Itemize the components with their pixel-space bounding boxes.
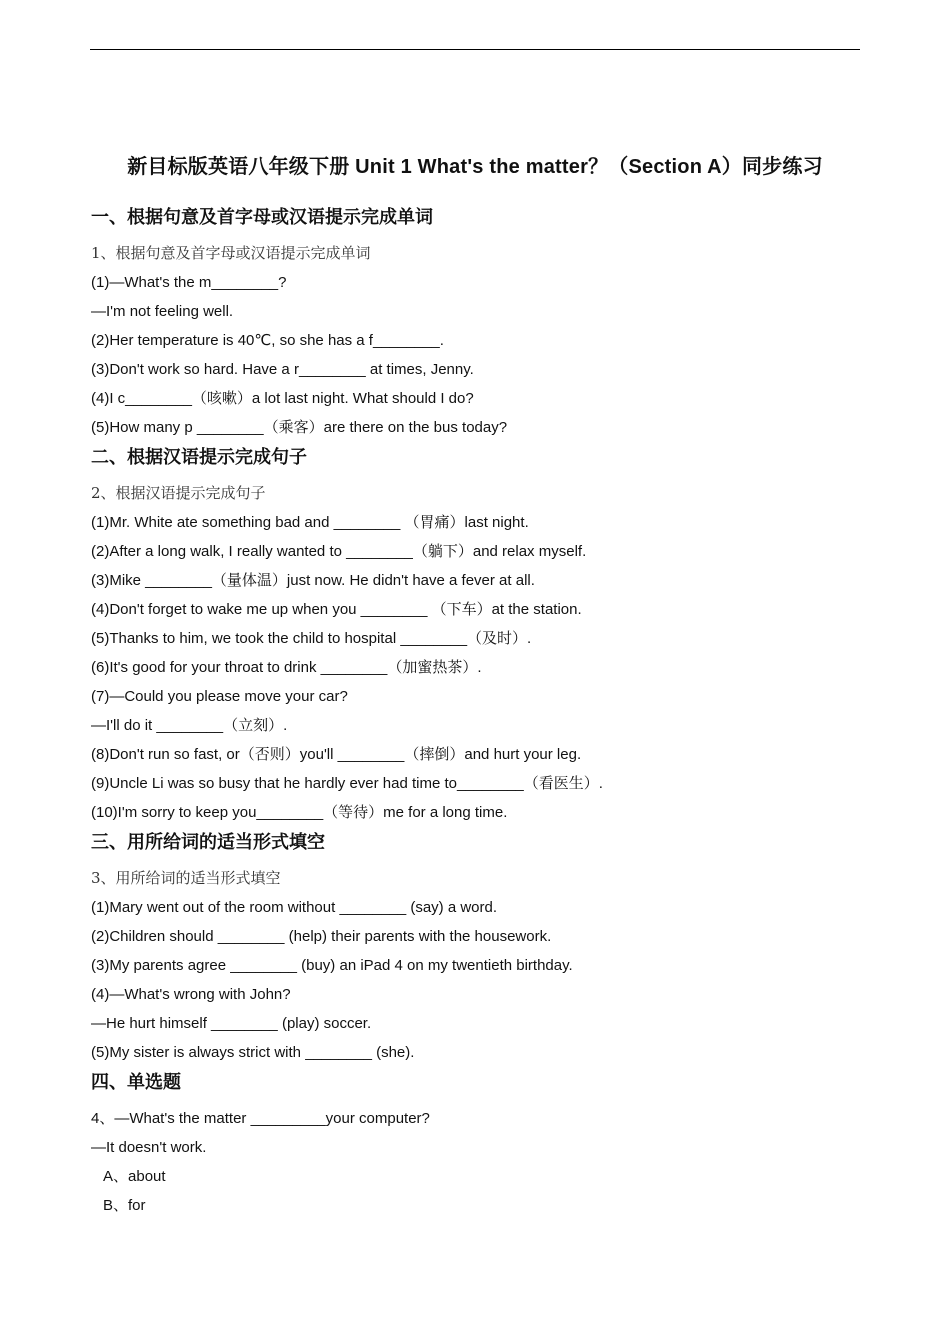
choice-option-b: B、for [103, 1197, 146, 1214]
question-line: (6)It's good for your throat to drink ________（加蜜热茶）. [91, 659, 482, 676]
question-line: —It doesn't work. [91, 1139, 207, 1156]
question-line: (3)Mike ________（量体温）just now. He didn't have a fever at all. [91, 572, 535, 589]
section-4 [91, 1067, 861, 1220]
question-line: (4)Don't forget to wake me up when you ________ （下车）at the station. [91, 601, 582, 618]
question-line: (4)—What's wrong with John? [91, 986, 291, 1003]
worksheet-body [91, 202, 861, 1220]
question-line: —I'm not feeling well. [91, 303, 234, 320]
question-intro: 3、用所给词的适当形式填空 [91, 869, 281, 887]
section-heading: 四、单选题 [91, 1072, 181, 1092]
question-line: (5)Thanks to him, we took the child to hospital ________（及时）. [91, 630, 532, 647]
question-line: (2)After a long walk, I really wanted to ________（躺下）and relax myself. [91, 543, 587, 560]
question-line: (4)I c________（咳嗽）a lot last night. What should I do? [91, 390, 474, 407]
question-line: —I'll do it ________（立刻）. [91, 717, 288, 734]
choice-option-a: A、about [103, 1168, 166, 1185]
question-line: (1)Mary went out of the room without ________ (say) a word. [91, 899, 498, 916]
question-line: (5)How many p ________（乘客）are there on the bus today? [91, 419, 508, 436]
question-line: (2)Children should ________ (help) their parents with the housework. [91, 928, 552, 945]
question-line: (3)Don't work so hard. Have a r________ at times, Jenny. [91, 361, 474, 378]
question-line: (3)My parents agree ________ (buy) an iPad 4 on my twentieth birthday. [91, 957, 573, 974]
question-line: (1)—What's the m________? [91, 274, 287, 291]
section-heading: 二、根据汉语提示完成句子 [91, 447, 307, 467]
question-line: (8)Don't run so fast, or（否则）you'll ________（摔倒）and hurt your leg. [91, 746, 582, 763]
section-3 [91, 827, 861, 1067]
question-line: (7)—Could you please move your car? [91, 688, 348, 705]
section-heading: 一、根据句意及首字母或汉语提示完成单词 [91, 207, 433, 227]
section-2 [91, 442, 861, 827]
question-intro: 4、—What's the matter _________your computer? [91, 1110, 430, 1127]
question-intro: 2、根据汉语提示完成句子 [91, 484, 266, 502]
section-heading: 三、用所给词的适当形式填空 [91, 832, 325, 852]
question-intro: 1、根据句意及首字母或汉语提示完成单词 [91, 244, 371, 262]
question-line: (9)Uncle Li was so busy that he hardly ever had time to________（看医生）. [91, 775, 603, 792]
header-rule [90, 49, 860, 50]
question-line: (1)Mr. White ate something bad and ________ （胃痛）last night. [91, 514, 529, 531]
section-1 [91, 202, 861, 442]
question-line: —He hurt himself ________ (play) soccer. [91, 1015, 372, 1032]
question-line: (10)I'm sorry to keep you________（等待）me for a long time. [91, 804, 508, 821]
question-line: (5)My sister is always strict with ________ (she). [91, 1044, 415, 1061]
question-line: (2)Her temperature is 40℃, so she has a f________. [91, 332, 444, 349]
page-title: 新目标版英语八年级下册 Unit 1 What's the matter？（Section A）同步练习 [127, 156, 823, 178]
